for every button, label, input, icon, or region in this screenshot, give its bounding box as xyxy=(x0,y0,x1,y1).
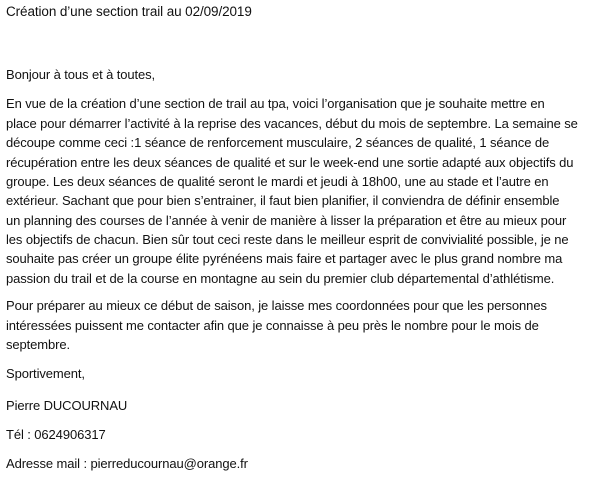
paragraph-line: souhaite pas créer un groupe élite pyrénéens mais faire et partager avec le plus grand nombre ma xyxy=(6,251,563,266)
paragraph-line: un planning des courses de l’année à venir de manière à lisser la préparation et être au mieux pour xyxy=(6,213,567,228)
paragraph-line: récupération entre les deux séances de qualité et sur le week-end une sortie adapté aux objectifs du xyxy=(6,155,574,170)
paragraph-line: septembre. xyxy=(6,337,71,352)
phone-number: Tél : 0624906317 xyxy=(6,427,106,442)
paragraph-line: les objectifs de chacun. Bien sûr tout ceci reste dans le meilleur esprit de convivialité possible, je ne xyxy=(6,232,569,247)
paragraph-line: découpe comme ceci :1 séance de renforcement musculaire, 2 séances de qualité, 1 séance de xyxy=(6,135,550,150)
greeting: Bonjour à tous et à toutes, xyxy=(6,67,156,82)
document-title: Création d’une section trail au 02/09/2019 xyxy=(6,4,252,19)
email-address: Adresse mail : pierreducournau@orange.fr xyxy=(6,456,248,471)
closing: Sportivement, xyxy=(6,366,85,381)
paragraph-line: intéressées puissent me contacter afin que je connaisse à peu près le nombre pour le mois de xyxy=(6,318,539,333)
signature-name: Pierre DUCOURNAU xyxy=(6,398,128,413)
paragraph-line: groupe. Les deux séances de qualité seront le mardi et jeudi à 18h00, une au stade et l’autre en xyxy=(6,174,549,189)
paragraph-line: passion du trail et de la course en montagne au sein du premier club départemental d’athlétisme. xyxy=(6,271,555,286)
paragraph-line: place pour démarrer l’activité à la reprise des vacances, début du mois de septembre. La semaine se xyxy=(6,116,578,131)
paragraph-line: extérieur. Sachant que pour bien s’entrainer, il faut bien planifier, il conviendra de définir ensemble xyxy=(6,193,560,208)
paragraph-line: En vue de la création d’une section de trail au tpa, voici l’organisation que je souhaite mettre en xyxy=(6,96,545,111)
paragraph-line: Pour préparer au mieux ce début de saison, je laisse mes coordonnées pour que les personnes xyxy=(6,298,547,313)
